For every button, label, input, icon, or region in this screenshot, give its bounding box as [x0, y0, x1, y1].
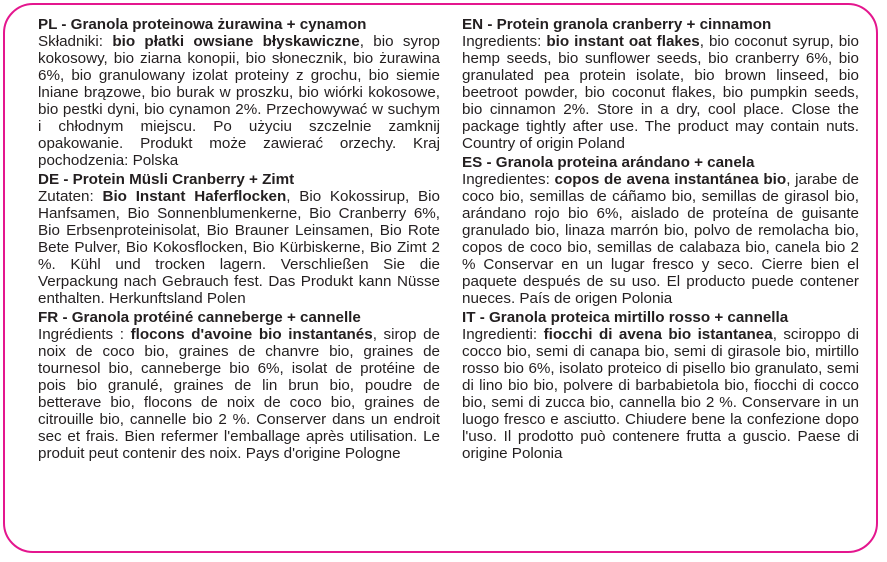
- ingredients-label-fr: Ingrédients :: [38, 326, 131, 343]
- section-it: [462, 309, 859, 462]
- section-heading-pl: PL - Granola proteinowa żurawina + cynamon: [38, 16, 367, 33]
- ingredients-text-fr: , sirop de noix de coco bio, graines de chanvre bio, graines de tournesol bio, canneberge bio 6%, isolat de protéine de pois bio granulé, graines de lin brun bio, poudre de betterave bio, flocons de noix de coco bio, graines de citrouille bio, cannelle bio 2 %. Conserver dans un endroit sec et frais. Bien refermer l'emballage après utilisation. Le produit peut contenir des noix. Pays d'origine Pologne: [38, 326, 440, 462]
- ingredients-bold-pl: bio płatki owsiane błyskawiczne: [112, 33, 360, 50]
- ingredients-label-de: Zutaten:: [38, 188, 103, 205]
- section-de: [38, 171, 440, 307]
- ingredients-text-en: , bio coconut syrup, bio hemp seeds, bio sunflower seeds, bio cranberry 6%, bio granulated pea protein isolate, bio brown linseed, bio beetroot powder, bio coconut flakes, bio pumpkin seeds, bio cinnamon 2%. Store in a dry, cool place. Close the package tightly after use. The product may contain nuts. Country of origin Poland: [462, 33, 859, 152]
- section-body-pl: [38, 33, 440, 169]
- ingredients-label-it: Ingredienti:: [462, 326, 544, 343]
- ingredients-label-pl: Składniki:: [38, 33, 113, 50]
- section-es: [462, 154, 859, 307]
- ingredients-bold-de: Bio Instant Haferflocken: [102, 188, 287, 205]
- section-body-fr: [38, 326, 440, 462]
- ingredients-bold-es: copos de avena instantánea bio: [554, 171, 787, 188]
- ingredients-bold-en: bio instant oat flakes: [546, 33, 700, 50]
- section-heading-en: EN - Protein granola cranberry + cinnamon: [462, 16, 772, 33]
- right-column: [462, 16, 859, 464]
- section-body-es: [462, 171, 859, 307]
- ingredients-text-it: , sciroppo di cocco bio, semi di canapa bio, semi di girasole bio, mirtillo rosso bio 6%, isolato proteico di pisello bio granulato, semi di lino bio bio, polvere di barbabietola bio, fiocchi di cocco bio, semi di zucca bio, cannella bio 2 %. Conservare in un luogo fresco e asciutto. Chiudere bene la confezione dopo l'uso. Il prodotto può contenere frutta a guscio. Paese di origine Polonia: [462, 326, 859, 462]
- section-body-en: [462, 33, 859, 152]
- section-en: [462, 16, 859, 152]
- ingredients-label-es: Ingredientes:: [462, 171, 555, 188]
- section-heading-it: IT - Granola proteica mirtillo rosso + cannella: [462, 309, 789, 326]
- ingredients-bold-fr: flocons d'avoine bio instantanés: [130, 326, 373, 343]
- left-column: [38, 16, 440, 464]
- section-fr: [38, 309, 440, 462]
- ingredients-text-de: , Bio Kokossirup, Bio Hanfsamen, Bio Sonnenblumenkerne, Bio Cranberry 6%, Bio Erbsenproteinisolat, Bio Brauner Leinsamen, Bio Rote Bete Pulver, Bio Kokosflocken, Bio Kürbiskerne, Bio Zimt 2 %. Kühl und trocken lagern. Verschließen Sie die Verpackung nach Gebrauch fest. Das Produkt kann Nüsse enthalten. Herkunftsland Polen: [38, 188, 440, 307]
- ingredients-label-en: Ingredients:: [462, 33, 547, 50]
- section-heading-fr: FR - Granola protéiné canneberge + cannelle: [38, 309, 361, 326]
- ingredients-text-es: , jarabe de coco bio, semillas de cáñamo bio, semillas de girasol bio, arándano rojo bio 6%, aislado de proteína de guisante granulado bio, linaza marrón bio, polvo de remolacha bio, copos de coco bio, semillas de calabaza bio, canela bio 2 % Conservar en un lugar fresco y seco. Cierre bien el paquete después de su uso. El producto puede contener nueces. País de origen Polonia: [462, 171, 859, 307]
- section-body-de: [38, 188, 440, 307]
- section-pl: [38, 16, 440, 169]
- section-body-it: [462, 326, 859, 462]
- section-heading-es: ES - Granola proteina arándano + canela: [462, 154, 755, 171]
- ingredients-bold-it: fiocchi di avena bio istantanea: [543, 326, 773, 343]
- section-heading-de: DE - Protein Müsli Cranberry + Zimt: [38, 171, 295, 188]
- ingredients-text-pl: , bio syrop kokosowy, bio ziarna konopii, bio słonecznik, bio żurawina 6%, bio granulowany izolat proteiny z grochu, bio siemie lniane brązowe, bio burak w proszku, bio wiórki kokosowe, bio pestki dyni, bio cynamon 2%. Przechowywać w suchym i chłodnym miejscu. Po użyciu szczelnie zamknij opakowanie. Produkt może zawierać orzechy. Kraj pochodzenia: Polska: [38, 33, 440, 169]
